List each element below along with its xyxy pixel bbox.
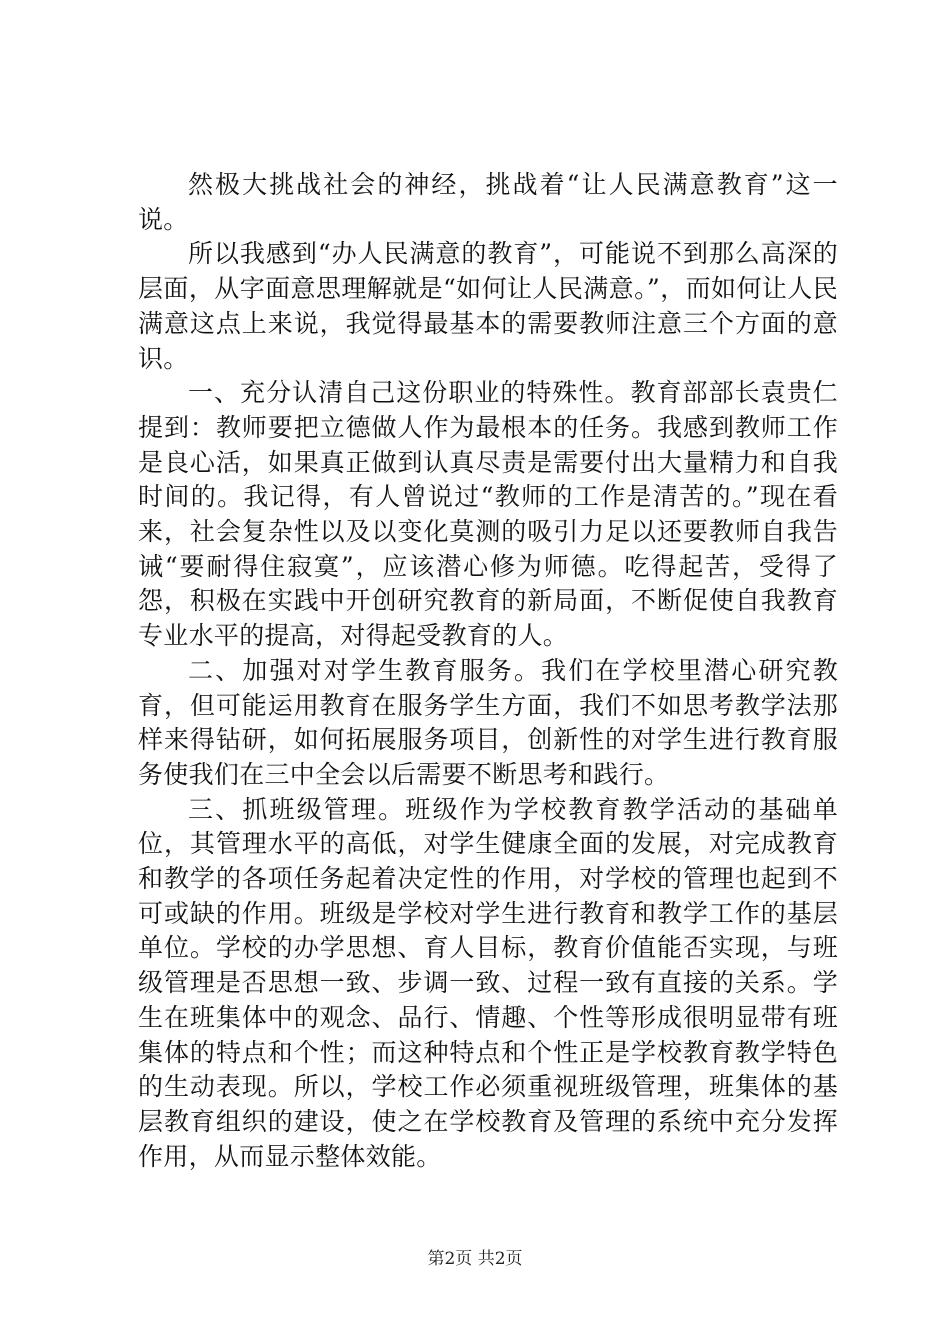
page-footer: 第2页 共2页 [427, 1249, 523, 1269]
paragraph-5: 三、抓班级管理。班级作为学校教育教学活动的基础单位，其管理水平的高低，对学生健康全面的发展，对完成教育和教学的各项任务起着决定性的作用，对学校的管理也起到不可或缺的作用。班级是学校对学生进行教育和教学工作的基层单位。学校的办学思想、育人目标，教育价值能否实现，与班级管理是否思想一致、步调一致、过程一致有直接的关系。学生在班集体中的观念、品行、情趣、个性等形成很明显带有班集体的特点和个性；而这种特点和个性正是学校教育教学特色的生动表现。所以，学校工作必须重视班级管理，班集体的基层教育组织的建设，使之在学校教育及管理的系统中充分发挥作用，从而显示整体效能。 [138, 794, 838, 1171]
document-body [138, 168, 838, 1174]
paragraph-4: 二、加强对对学生教育服务。我们在学校里潜心研究教育，但可能运用教育在服务学生方面，我们不如思考教学法那样来得钻研，如何拓展服务项目，创新性的对学生进行教育服务使我们在三中全会以后需要不断思考和践行。 [138, 655, 838, 789]
paragraph-2: 所以我感到“办人民满意的教育”，可能说不到那么高深的层面，从字面意思理解就是“如何让人民满意。”，而如何让人民满意这点上来说，我觉得最基本的需要教师注意三个方面的意识。 [138, 239, 838, 373]
paragraph-1: 然极大挑战社会的神经，挑战着“让人民满意教育”这一说。 [138, 170, 838, 234]
paragraph-3: 一、充分认清自己这份职业的特殊性。教育部部长袁贵仁提到：教师要把立德做人作为最根本的任务。我感到教师工作是良心活，如果真正做到认真尽责是需要付出大量精力和自我时间的。我记得，有人曾说过“教师的工作是清苦的。”现在看来，社会复杂性以及以变化莫测的吸引力足以还要教师自我告诫“要耐得住寂寞”，应该潜心修为师德。吃得起苦，受得了怨，积极在实践中开创研究教育的新局面，不断促使自我教育专业水平的提高，对得起受教育的人。 [138, 378, 838, 651]
